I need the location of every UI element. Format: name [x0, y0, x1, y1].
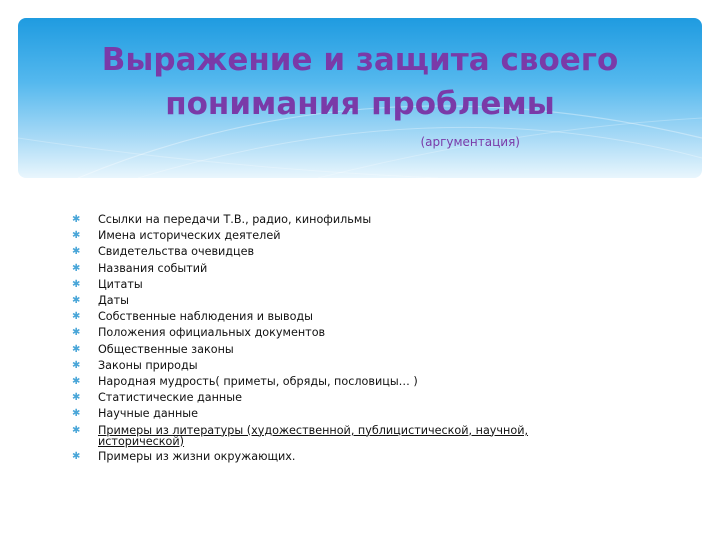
list-item-text: Даты [98, 294, 129, 308]
list-item-text: Ссылки на передачи Т.В., радио, кинофильмы [98, 213, 372, 226]
list-item-text: Примеры из жизни окружающих. [98, 449, 296, 463]
list-item [72, 261, 632, 277]
list-item [72, 309, 632, 325]
list-item-text: Статистические данные [98, 391, 242, 405]
list-item-text: Народная мудрость( приметы, обряды, пословицы… ) [98, 375, 418, 389]
argument-list [72, 212, 632, 465]
list-item [72, 390, 632, 406]
list-item-text: Собственные наблюдения и выводы [98, 310, 313, 324]
list-item-text: Примеры из литературы (художественной, публицистической, научной, исторической) [98, 423, 529, 448]
asterisk-bullet-icon: ✱ [72, 246, 81, 258]
asterisk-bullet-icon: ✱ [72, 262, 81, 274]
slide-subtitle: (аргументация) [420, 135, 520, 149]
list-item-text: Цитаты [98, 277, 143, 291]
list-item-text: Научные данные [98, 407, 199, 421]
asterisk-bullet-icon: ✱ [72, 327, 81, 339]
asterisk-bullet-icon: ✱ [72, 424, 81, 436]
list-item [72, 342, 632, 358]
asterisk-bullet-icon: ✱ [72, 214, 81, 225]
asterisk-bullet-icon: ✱ [72, 359, 81, 371]
asterisk-bullet-icon: ✱ [72, 343, 81, 355]
list-item-text: Названия событий [98, 261, 208, 275]
list-item [72, 449, 632, 465]
list-item-text: Положения официальных документов [98, 326, 326, 340]
list-item [72, 406, 632, 422]
list-item [72, 244, 632, 260]
list-item [72, 277, 632, 293]
list-item-text: Общественные законы [98, 342, 234, 356]
asterisk-bullet-icon: ✱ [72, 392, 81, 404]
asterisk-bullet-icon: ✱ [72, 278, 81, 290]
list-item [72, 374, 632, 390]
list-item [72, 212, 632, 228]
asterisk-bullet-icon: ✱ [72, 295, 81, 307]
asterisk-bullet-icon: ✱ [72, 230, 81, 242]
asterisk-bullet-icon: ✱ [72, 376, 81, 388]
list-item [72, 423, 598, 449]
asterisk-bullet-icon: ✱ [72, 408, 81, 420]
list-item-text: Законы природы [98, 358, 198, 372]
list-item [72, 293, 632, 309]
asterisk-bullet-icon: ✱ [72, 311, 81, 323]
list-item-text: Имена исторических деятелей [98, 229, 281, 243]
list-item-text: Свидетельства очевидцев [98, 245, 255, 259]
slide-title: Выражение и защита своего понимания проблемы [101, 42, 619, 122]
asterisk-bullet-icon: ✱ [72, 450, 81, 462]
list-item [72, 228, 632, 244]
list-item [72, 325, 632, 341]
list-item [72, 358, 632, 374]
